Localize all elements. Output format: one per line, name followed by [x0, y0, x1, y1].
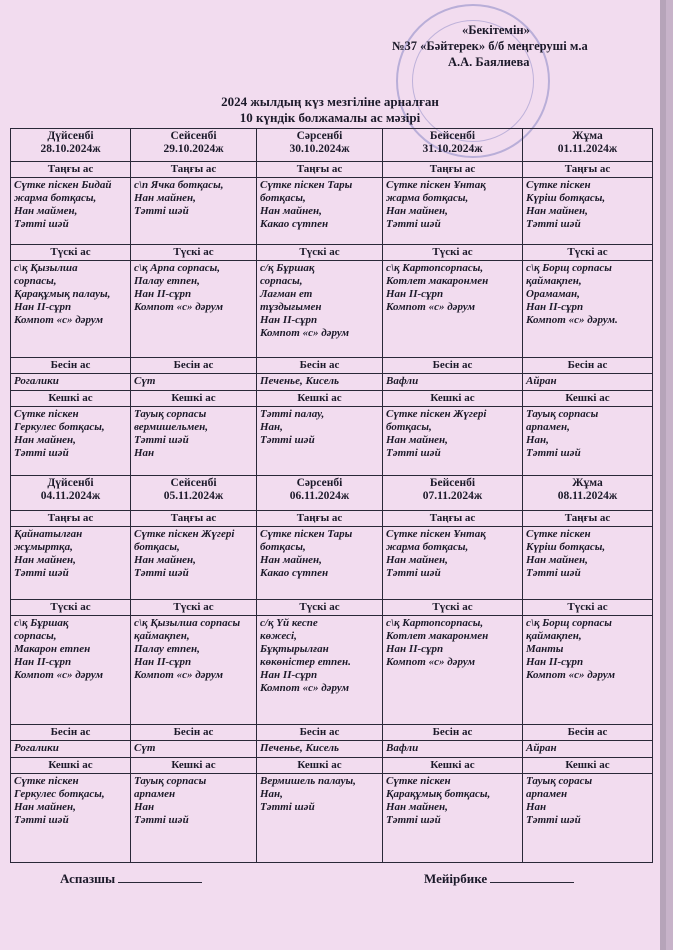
- dish-line: Нан II-сұрп: [386, 288, 444, 300]
- day-name: Сәрсенбі: [296, 130, 343, 142]
- dish-line: Тәтті шәй: [526, 567, 581, 579]
- day-name: Жұма: [572, 130, 603, 142]
- dish-line: Компот «с» дәрум: [14, 669, 104, 681]
- dish-line: Тәтті шәй: [526, 447, 581, 459]
- meal-label-dinner: Кешкі ас: [11, 758, 131, 774]
- dish-line: Нан майнен,: [386, 434, 448, 446]
- day-header-cell: [257, 476, 383, 511]
- dinner-dish-cell: [523, 774, 653, 863]
- meal-label-lunch: Түскі ас: [383, 600, 523, 616]
- day-header-cell: [11, 129, 131, 162]
- meal-label-dinner: Кешкі ас: [523, 391, 653, 407]
- dish-line: Компот «с» дәрум: [526, 669, 616, 681]
- snack-dish-cell: Печенье, Кисель: [257, 741, 383, 758]
- dish-line: Нан II-сұрп: [526, 656, 584, 668]
- meal-label-lunch: Түскі ас: [131, 600, 257, 616]
- dinner-dish-cell: [11, 774, 131, 863]
- day-date: 07.11.2024ж: [422, 490, 483, 502]
- dish-line: Қарақұмық палауы,: [14, 288, 111, 300]
- dish-line: Компот «с» дәрум: [134, 669, 224, 681]
- dish-line: Компот «с» дәрум: [386, 656, 476, 668]
- meal-label-lunch: Түскі ас: [131, 245, 257, 261]
- meal-label-snack: Бесін ас: [257, 725, 383, 741]
- meal-label-breakfast: Таңғы ас: [257, 162, 383, 178]
- snack-dish-cell: Рогалики: [11, 374, 131, 391]
- meal-label-breakfast: Таңғы ас: [131, 162, 257, 178]
- lunch-dish-cell: [523, 616, 653, 725]
- dish-line: сорпасы,: [14, 630, 57, 642]
- dish-line: Тәтті шәй: [134, 814, 189, 826]
- meal-label-snack: Бесін ас: [523, 358, 653, 374]
- day-header-cell: [383, 476, 523, 511]
- breakfast-dish-cell: [257, 178, 383, 245]
- nurse-label: Мейірбике: [424, 871, 488, 886]
- day-name: Сейсенбі: [170, 130, 217, 142]
- dish-line: қаймақпен,: [526, 630, 582, 642]
- dish-line: Қарақұмық ботқасы,: [386, 788, 491, 800]
- dinner-dish-cell: [131, 774, 257, 863]
- dish-line: жарма ботқасы,: [386, 192, 469, 204]
- dish-line: вермишельмен,: [134, 421, 208, 433]
- dish-line: Тәтті шәй: [526, 218, 581, 230]
- dish-line: Нан II-сұрп: [260, 669, 318, 681]
- dish-line: Геркулес ботқасы,: [14, 421, 105, 433]
- dish-line: Компот «с» дәрум: [134, 301, 224, 313]
- dish-line: Нан: [526, 801, 547, 813]
- dish-line: Нан,: [260, 421, 283, 433]
- snack-dish-cell: Рогалики: [11, 741, 131, 758]
- day-date: 08.11.2024ж: [557, 490, 618, 502]
- cook-signature-line: [118, 870, 202, 883]
- meal-label-dinner: Кешкі ас: [257, 758, 383, 774]
- meal-label-snack: Бесін ас: [131, 725, 257, 741]
- day-header-cell: [523, 476, 653, 511]
- dish-line: Тәтті шәй: [260, 434, 315, 446]
- dish-line: Нан майнен,: [386, 801, 448, 813]
- cook-label: Аспазшы: [60, 871, 116, 886]
- dish-line: Котлет макаронмен: [386, 630, 489, 642]
- day-header-cell: [11, 476, 131, 511]
- dish-line: Нан майнен,: [14, 801, 76, 813]
- snack-dish-cell: Сүт: [131, 741, 257, 758]
- meal-label-snack: Бесін ас: [523, 725, 653, 741]
- dish-line: Сүтке піскен Жүгері: [386, 408, 487, 420]
- meal-label-snack: Бесін ас: [131, 358, 257, 374]
- dish-line: Сүтке піскен Ұнтақ: [386, 528, 486, 540]
- meal-label-snack: Бесін ас: [383, 358, 523, 374]
- dish-line: арпамен,: [526, 421, 570, 433]
- nurse-signature-line: [490, 870, 574, 883]
- dish-line: Күріш ботқасы,: [526, 192, 606, 204]
- dinner-dish-cell: [257, 407, 383, 476]
- dish-line: Нан II-сұрп: [260, 314, 318, 326]
- dish-line: Лағман ет: [260, 288, 313, 300]
- dish-line: Нан: [134, 447, 155, 459]
- dish-line: Компот «с» дәрум: [260, 327, 350, 339]
- meal-label-row: [11, 511, 653, 527]
- dish-line: Нан II-сұрп: [526, 301, 584, 313]
- meal-label-snack: Бесін ас: [11, 358, 131, 374]
- breakfast-dishes-row: [11, 527, 653, 600]
- dish-line: Нан II-сұрп: [134, 656, 192, 668]
- dish-line: Тәтті шәй: [14, 567, 69, 579]
- dish-line: Сүтке піскен: [14, 775, 79, 787]
- dish-line: Сүтке піскен Ұнтақ: [386, 179, 486, 191]
- lunch-dish-cell: [257, 261, 383, 358]
- day-header-cell: [257, 129, 383, 162]
- meal-label-row: [11, 162, 653, 178]
- dish-line: Бұқтырылған: [260, 643, 329, 655]
- approval-line-3: А.А. Баялиева: [448, 55, 530, 69]
- dish-line: ботқасы,: [386, 421, 432, 433]
- meal-label-dinner: Кешкі ас: [257, 391, 383, 407]
- dish-line: Палау етпен,: [134, 275, 200, 287]
- meal-label-breakfast: Таңғы ас: [383, 162, 523, 178]
- dish-line: Тәтті палау,: [260, 408, 325, 420]
- meal-label-row: [11, 600, 653, 616]
- breakfast-dish-cell: [131, 527, 257, 600]
- day-name: Сейсенбі: [170, 477, 217, 489]
- dish-line: Нан майнен,: [526, 205, 588, 217]
- dish-line: Сүтке піскен: [386, 775, 451, 787]
- dish-line: Манты: [526, 643, 564, 655]
- meal-label-lunch: Түскі ас: [11, 600, 131, 616]
- dish-line: с\қ Картопсорпасы,: [386, 262, 484, 274]
- breakfast-dish-cell: [11, 527, 131, 600]
- dish-line: Нан майнен,: [260, 554, 322, 566]
- dish-line: қаймақпен,: [526, 275, 582, 287]
- breakfast-dish-cell: [523, 178, 653, 245]
- dish-line: Тауық сорасы: [526, 775, 593, 787]
- dish-line: с\қ Борщ сорпасы: [526, 617, 612, 629]
- dish-line: Нан майнен,: [134, 192, 196, 204]
- day-date: 04.11.2024ж: [40, 490, 101, 502]
- dish-line: Тәтті шәй: [134, 567, 189, 579]
- dish-line: с\қ Қызылша сорпасы: [134, 617, 241, 629]
- dish-line: с/қ Үй кеспе: [260, 617, 318, 629]
- dish-line: Тәтті шәй: [14, 218, 69, 230]
- dish-line: Сүтке піскен: [526, 528, 591, 540]
- lunch-dish-cell: [11, 261, 131, 358]
- dish-line: Нан майнен,: [14, 554, 76, 566]
- dinner-dish-cell: [383, 774, 523, 863]
- dish-line: Тәтті шәй: [14, 814, 69, 826]
- day-header-row: [11, 129, 653, 162]
- dish-line: Вермишель палауы,: [260, 775, 356, 787]
- dish-line: Тәтті шәй: [134, 205, 189, 217]
- dish-line: с/қ Бұршақ: [260, 262, 315, 274]
- dish-line: Орамаман,: [526, 288, 580, 300]
- meal-label-row: [11, 725, 653, 741]
- snack-dishes-row: [11, 741, 653, 758]
- day-header-cell: [131, 129, 257, 162]
- dish-line: Нан майнен,: [526, 554, 588, 566]
- dish-line: Тауық сорпасы: [526, 408, 599, 420]
- snack-dish-cell: Печенье, Кисель: [257, 374, 383, 391]
- meal-label-breakfast: Таңғы ас: [383, 511, 523, 527]
- meal-label-lunch: Түскі ас: [523, 245, 653, 261]
- meal-label-breakfast: Таңғы ас: [523, 511, 653, 527]
- meal-label-snack: Бесін ас: [383, 725, 523, 741]
- lunch-dish-cell: [131, 261, 257, 358]
- day-date: 06.11.2024ж: [289, 490, 350, 502]
- dish-line: Нан II-сұрп: [14, 656, 72, 668]
- dish-line: Компот «с» дәрум.: [526, 314, 618, 326]
- approval-block: [392, 22, 632, 70]
- dish-line: сорпасы,: [260, 275, 303, 287]
- dish-line: көжесі,: [260, 630, 297, 642]
- dish-line: арпамен: [134, 788, 176, 800]
- dish-line: Нан II-сұрп: [386, 643, 444, 655]
- meal-label-lunch: Түскі ас: [11, 245, 131, 261]
- meal-label-breakfast: Таңғы ас: [131, 511, 257, 527]
- dish-line: Геркулес ботқасы,: [14, 788, 105, 800]
- meal-label-row: [11, 758, 653, 774]
- snack-dishes-row: [11, 374, 653, 391]
- day-date: 05.11.2024ж: [163, 490, 224, 502]
- day-name: Сәрсенбі: [296, 477, 343, 489]
- dish-line: Нан майнен,: [386, 205, 448, 217]
- day-header-cell: [131, 476, 257, 511]
- meal-label-row: [11, 391, 653, 407]
- meal-label-lunch: Түскі ас: [383, 245, 523, 261]
- approval-line-2: №37 «Бәйтерек» б/б меңгеруші м.а: [392, 39, 588, 53]
- meal-label-lunch: Түскі ас: [523, 600, 653, 616]
- dish-line: сорпасы,: [14, 275, 57, 287]
- breakfast-dish-cell: [131, 178, 257, 245]
- dish-line: жұмыртқа,: [14, 541, 73, 553]
- dish-line: Нан II-сұрп: [14, 301, 72, 313]
- dish-line: Тауық сорпасы: [134, 775, 207, 787]
- menu-title-line-2: 10 күндік болжамалы ас мәзірі: [239, 110, 421, 125]
- dish-line: ботқасы,: [260, 541, 306, 553]
- meal-label-dinner: Кешкі ас: [131, 758, 257, 774]
- meal-label-breakfast: Таңғы ас: [11, 162, 131, 178]
- snack-dish-cell: Айран: [523, 374, 653, 391]
- dish-line: Нан: [134, 801, 155, 813]
- meal-label-lunch: Түскі ас: [257, 245, 383, 261]
- dish-line: с\қ Қызылша: [14, 262, 78, 274]
- snack-dish-cell: Вафли: [383, 741, 523, 758]
- dish-line: Нан майнен,: [134, 554, 196, 566]
- dish-line: жарма ботқасы,: [14, 192, 97, 204]
- dish-line: Тәтті шәй: [134, 434, 189, 446]
- lunch-dish-cell: [383, 616, 523, 725]
- dish-line: Нан,: [526, 434, 549, 446]
- approval-line-1: «Бекітемін»: [462, 23, 530, 37]
- dish-line: Тәтті шәй: [526, 814, 581, 826]
- meal-label-dinner: Кешкі ас: [383, 391, 523, 407]
- dish-line: Нан майнен,: [260, 205, 322, 217]
- dish-line: Сүтке піскен Тары: [260, 528, 353, 540]
- day-name: Бейсенбі: [429, 477, 476, 489]
- day-header-cell: [383, 129, 523, 162]
- dish-line: Какао сүтпен: [260, 218, 329, 230]
- day-header-row: [11, 476, 653, 511]
- lunch-dish-cell: [257, 616, 383, 725]
- dish-line: Сүтке піскен: [14, 408, 79, 420]
- dish-line: Нан майнен,: [386, 554, 448, 566]
- dish-line: Сүтке піскен Жүгері: [134, 528, 235, 540]
- dish-line: Тәтті шәй: [386, 814, 441, 826]
- dinner-dish-cell: [523, 407, 653, 476]
- dinner-dishes-row: [11, 407, 653, 476]
- dish-line: Сүтке піскен: [526, 179, 591, 191]
- day-date: 01.11.2024ж: [557, 143, 618, 155]
- meal-label-breakfast: Таңғы ас: [11, 511, 131, 527]
- dish-line: Күріш ботқасы,: [526, 541, 606, 553]
- breakfast-dish-cell: [523, 527, 653, 600]
- meal-label-snack: Бесін ас: [11, 725, 131, 741]
- dish-line: Палау етпен,: [134, 643, 200, 655]
- lunch-dish-cell: [383, 261, 523, 358]
- dish-line: Компот «с» дәрум: [260, 682, 350, 694]
- day-header-cell: [523, 129, 653, 162]
- dish-line: Тәтті шәй: [386, 218, 441, 230]
- meal-label-lunch: Түскі ас: [257, 600, 383, 616]
- dish-line: арпамен: [526, 788, 568, 800]
- day-date: 29.10.2024ж: [163, 143, 224, 155]
- dish-line: Макарон етпен: [14, 643, 91, 655]
- breakfast-dishes-row: [11, 178, 653, 245]
- lunch-dish-cell: [523, 261, 653, 358]
- dish-line: Сүтке піскен Бидай: [14, 179, 112, 191]
- dish-line: Тәтті шәй: [14, 447, 69, 459]
- dish-line: тұздығымен: [260, 301, 322, 313]
- dish-line: Какао сүтпен: [260, 567, 329, 579]
- meal-label-dinner: Кешкі ас: [523, 758, 653, 774]
- day-date: 30.10.2024ж: [289, 143, 350, 155]
- meal-label-dinner: Кешкі ас: [383, 758, 523, 774]
- breakfast-dish-cell: [257, 527, 383, 600]
- day-name: Жұма: [572, 477, 603, 489]
- nurse-signature: [424, 870, 574, 887]
- dish-line: жарма ботқасы,: [386, 541, 469, 553]
- snack-dish-cell: Айран: [523, 741, 653, 758]
- dish-line: Котлет макаронмен: [386, 275, 489, 287]
- dinner-dish-cell: [257, 774, 383, 863]
- dish-line: с\қ Арпа сорпасы,: [134, 262, 220, 274]
- lunch-dishes-row: [11, 616, 653, 725]
- dish-line: ботқасы,: [134, 541, 180, 553]
- day-date: 31.10.2024ж: [422, 143, 483, 155]
- meal-label-dinner: Кешкі ас: [131, 391, 257, 407]
- lunch-dish-cell: [131, 616, 257, 725]
- dish-line: Компот «с» дәрум: [386, 301, 476, 313]
- meal-label-row: [11, 358, 653, 374]
- lunch-dish-cell: [11, 616, 131, 725]
- dinner-dish-cell: [131, 407, 257, 476]
- dinner-dishes-row: [11, 774, 653, 863]
- dish-line: Нан,: [260, 788, 283, 800]
- dish-line: көкөністер етпен.: [260, 656, 351, 668]
- breakfast-dish-cell: [383, 527, 523, 600]
- dish-line: Тәтті шәй: [260, 801, 315, 813]
- meal-label-row: [11, 245, 653, 261]
- dish-line: Нан маймен,: [14, 205, 78, 217]
- meal-label-breakfast: Таңғы ас: [257, 511, 383, 527]
- dish-line: Компот «с» дәрум: [14, 314, 104, 326]
- dish-line: Нан майнен,: [14, 434, 76, 446]
- breakfast-dish-cell: [383, 178, 523, 245]
- menu-title-line-1: 2024 жылдың күз мезгіліне арналған: [221, 94, 439, 109]
- day-name: Бейсенбі: [429, 130, 476, 142]
- dish-line: Сүтке піскен Тары: [260, 179, 353, 191]
- lunch-dishes-row: [11, 261, 653, 358]
- dish-line: с\п Ячка ботқасы,: [134, 179, 224, 191]
- dinner-dish-cell: [11, 407, 131, 476]
- day-name: Дүйсенбі: [47, 130, 94, 142]
- dish-line: с\қ Борщ сорпасы: [526, 262, 612, 274]
- snack-dish-cell: Вафли: [383, 374, 523, 391]
- dish-line: Тауық сорпасы: [134, 408, 207, 420]
- dish-line: Тәтті шәй: [386, 567, 441, 579]
- meal-label-breakfast: Таңғы ас: [523, 162, 653, 178]
- dish-line: с\қ Бұршақ: [14, 617, 69, 629]
- snack-dish-cell: Сүт: [131, 374, 257, 391]
- dish-line: Қайнатылған: [14, 528, 83, 540]
- breakfast-dish-cell: [11, 178, 131, 245]
- meal-label-snack: Бесін ас: [257, 358, 383, 374]
- dish-line: с\қ Картопсорпасы,: [386, 617, 484, 629]
- day-date: 28.10.2024ж: [40, 143, 101, 155]
- dish-line: қаймақпен,: [134, 630, 190, 642]
- dish-line: ботқасы,: [260, 192, 306, 204]
- cook-signature: [60, 870, 202, 887]
- menu-table: [10, 128, 653, 863]
- dinner-dish-cell: [383, 407, 523, 476]
- dish-line: Нан II-сұрп: [134, 288, 192, 300]
- day-name: Дүйсенбі: [47, 477, 94, 489]
- meal-label-dinner: Кешкі ас: [11, 391, 131, 407]
- dish-line: Тәтті шәй: [386, 447, 441, 459]
- menu-title: [0, 94, 660, 126]
